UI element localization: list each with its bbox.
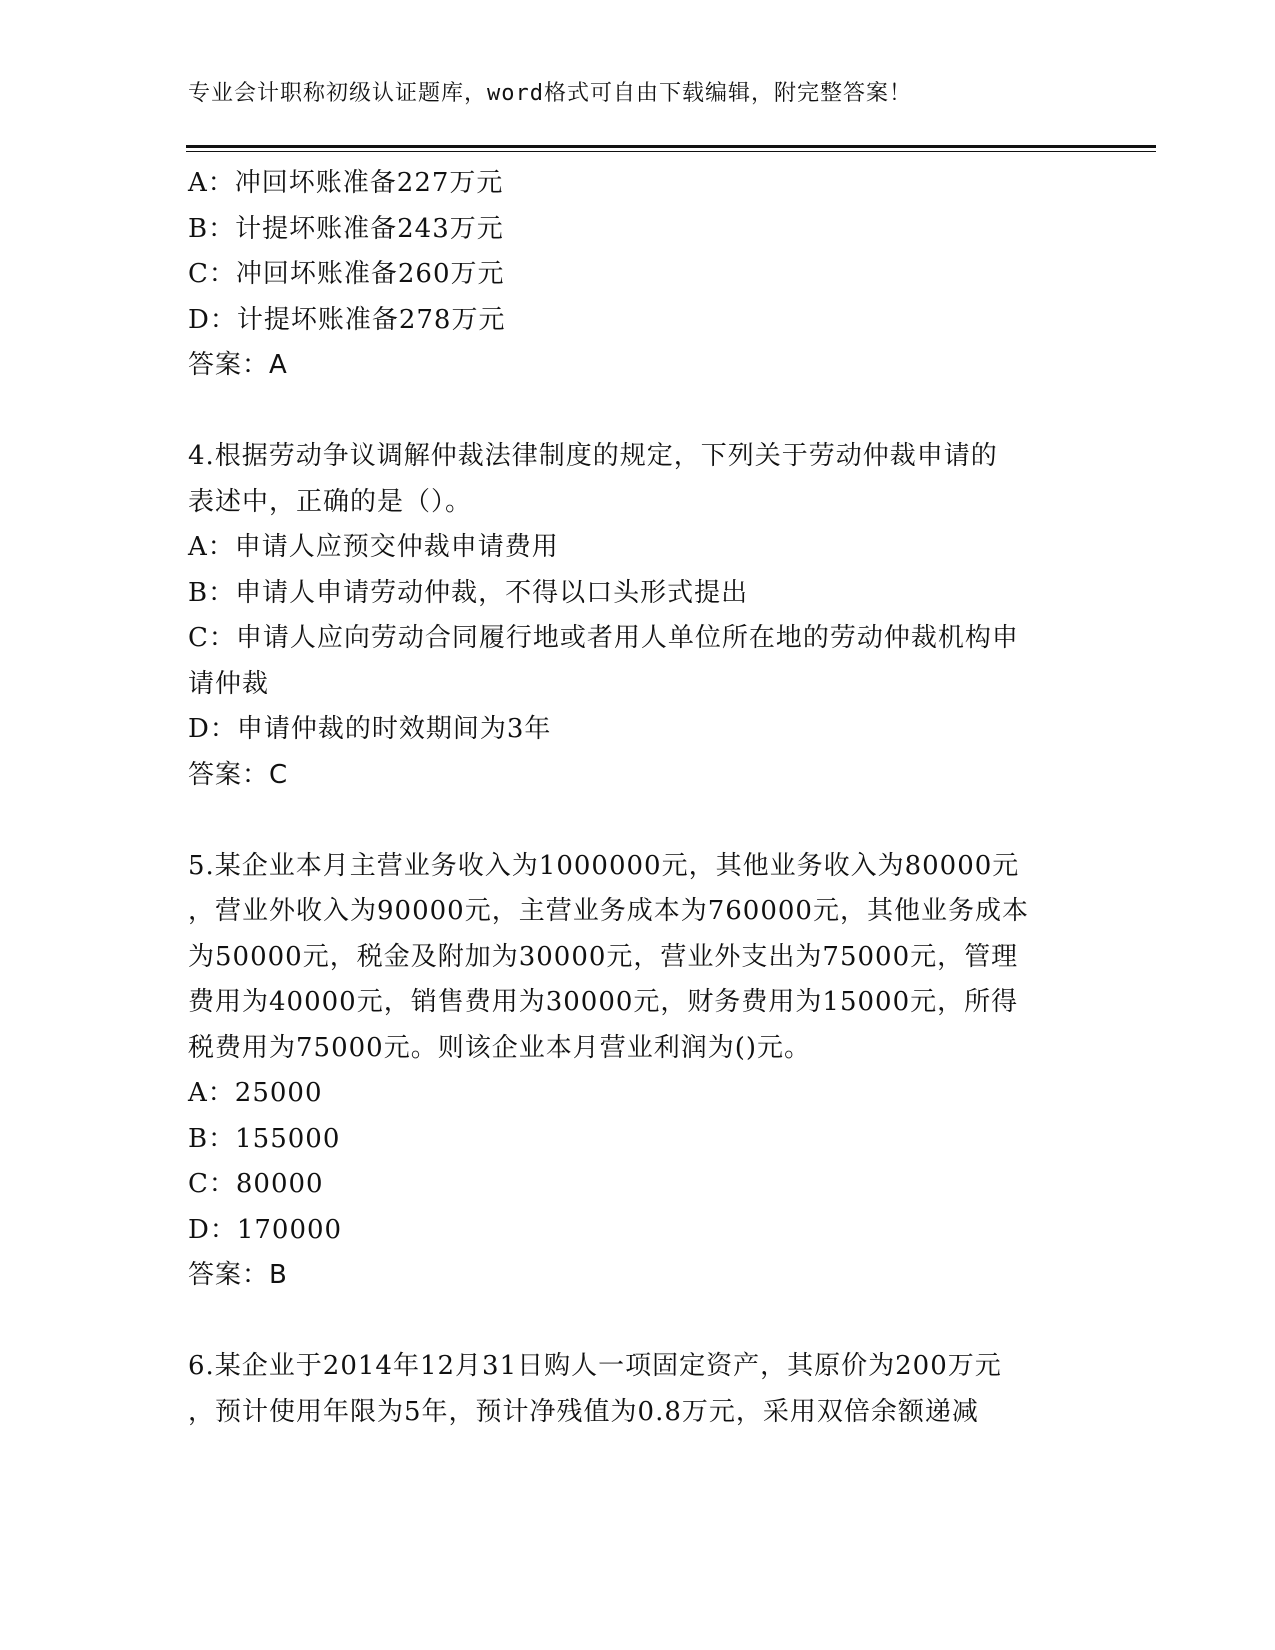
header-rule-thick (186, 145, 1156, 148)
q5-stem-line-1: 5.某企业本月主营业务收入为1000000元，其他业务收入为80000元 (188, 850, 1020, 881)
q4-option-c-cont: 请仲裁 (188, 668, 270, 699)
page-header: 专业会计职称初级认证题库，word格式可自由下载编辑，附完整答案！ (188, 81, 912, 106)
header-rule-thin (186, 151, 1156, 152)
q5-stem-line-4: 费用为40000元，销售费用为30000元，财务费用为15000元，所得 (188, 987, 1019, 1017)
prev-option-a: A：冲回坏账准备227万元 (188, 168, 504, 198)
q4-stem-line-2: 表述中，正确的是（）。 (188, 486, 473, 517)
prev-option-b: B：计提坏账准备243万元 (188, 213, 504, 244)
prev-answer: 答案：A (188, 350, 288, 380)
prev-option-c: C：冲回坏账准备260万元 (188, 259, 505, 289)
q5-stem-line-2: ，营业外收入为90000元，主营业务成本为760000元，其他业务成本 (188, 896, 1029, 926)
q5-answer: 答案：B (188, 1260, 288, 1290)
q5-option-a: A：25000 (188, 1078, 323, 1108)
q4-stem-line-1: 4.根据劳动争议调解仲裁法律制度的规定，下列关于劳动仲裁申请的 (188, 441, 998, 471)
q6-stem-line-1: 6.某企业于2014年12月31日购人一项固定资产，其原价为200万元 (188, 1351, 1002, 1381)
q4-option-d: D：申请仲裁的时效期间为3年 (188, 714, 552, 744)
q5-option-b: B：155000 (188, 1123, 341, 1154)
q4-answer: 答案：C (188, 759, 289, 790)
q4-option-a: A：申请人应预交仲裁申请费用 (188, 532, 559, 562)
q5-option-d: D：170000 (188, 1214, 343, 1245)
q5-stem-line-5: 税费用为75000元。则该企业本月营业利润为()元。 (188, 1032, 811, 1063)
prev-option-d: D：计提坏账准备278万元 (188, 304, 506, 335)
question-content (188, 161, 1088, 1435)
q5-option-c: C：80000 (188, 1169, 324, 1199)
q5-stem-line-3: 为50000元，税金及附加为30000元，营业外支出为75000元，管理 (188, 941, 1019, 972)
q4-option-b: B：申请人申请劳动仲裁，不得以口头形式提出 (188, 577, 749, 608)
q4-option-c: C：申请人应向劳动合同履行地或者用人单位所在地的劳动仲裁机构申 (188, 623, 1019, 653)
q6-stem-line-2: ，预计使用年限为5年，预计净残值为0.8万元，采用双倍余额递减 (188, 1396, 979, 1427)
